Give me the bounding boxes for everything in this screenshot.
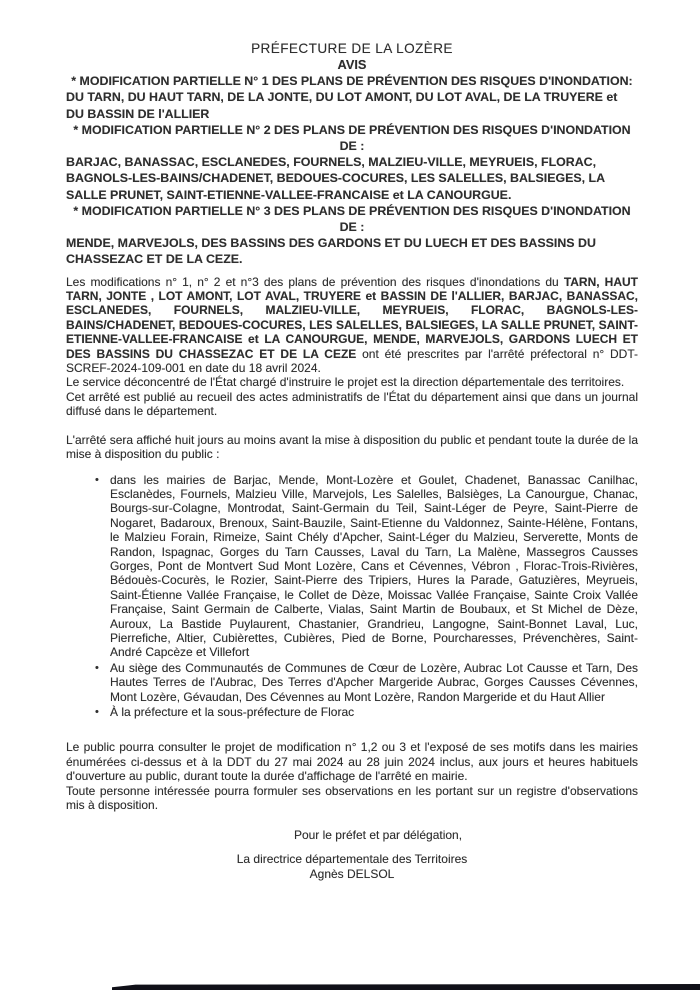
observations-paragraph: Toute personne intéressée pourra formuler ses observations en les portant sur un registre d'observations mis à disposition. [66,783,638,813]
bullet-dot-icon: • [95,706,99,719]
prefecture-title: PRÉFECTURE DE LA LOZÈRE [251,41,453,56]
signature-role: La directrice départementale des Territoires [236,852,468,867]
scan-artifact-bar [112,984,700,990]
bullet-communautes [95,660,638,704]
signature-delegation: Pour le préfet et par délégation, [293,828,463,843]
intro-bold-communes: TARN, HAUT TARN, JONTE , LOT AMONT, LOT AVAL, TRUYERE et BASSIN DE l'ALLIER, BARJAC, BANASSAC, ESCLANEDES, FOURNELS, MALZIEU-VILLE, MEYRUEIS, FLORAC, BAGNOLS-LES-BAINS/CHADENET, BEDOUES-COCURES, LES SALELLES, BALSIEGES, LA SALLE PRUNET, SAINT-ETIENNE-VALLEE-FRANCAISE et LA CANOURGUE, MENDE, MARVEJOLS, GARDONS LUECH ET DES BASSINS DU CHASSEZAC ET DE LA CEZE [66,274,639,361]
bullet-dot-icon: • [95,473,99,486]
signature-block [66,828,638,882]
modification-1-heading: * MODIFICATION PARTIELLE N° 1 DES PLANS DE PRÉVENTION DES RISQUES D'INONDATION: [71,74,633,89]
modification-1-communes: DU TARN, DU HAUT TARN, DE LA JONTE, DU LOT AMONT, DU LOT AVAL, DE LA TRUYERE et DU BASSIN DE l'ALLIER [66,90,618,121]
signature-name: Agnès DELSOL [309,867,395,882]
modification-2-heading: * MODIFICATION PARTIELLE N° 2 DES PLANS DE PRÉVENTION DES RISQUES D'INONDATION DE : [73,122,631,154]
modification-2-communes: BARJAC, BANASSAC, ESCLANEDES, FOURNELS, MALZIEU-VILLE, MEYRUEIS, FLORAC, BAGNOLS-LES-BAINS/CHADENET, BEDOUES-COCURES, LES SALELLES, BALSIEGES, LA SALLE PRUNET, SAINT-ETIENNE-VALLEE-FRANCAISE et LA CANOURGUE. [66,155,605,202]
bullet-prefecture [95,705,638,720]
intro-normal-text: Les modifications n° 1, n° 2 et n°3 des plans de prévention des risques d'inondations du [66,274,564,289]
modification-3-communes: MENDE, MARVEJOLS, DES BASSINS DES GARDONS ET DU LUECH ET DES BASSINS DU CHASSEZAC ET DE LA CEZE. [66,236,596,267]
service-paragraph: Le service déconcentré de l'État chargé d'instruire le projet est la direction départementale des territoires. [66,375,625,390]
bullet-communautes-text: Au siège des Communautés de Communes de Cœur de Lozère, Aubrac Lot Causse et Tarn, Des Hautes Terres de l'Aubrac, Des Terres d'Apcher Margeride Aubrac, Gorges Causses Cévennes, Mont Lozère, Gévaudan, Des Cévennes au Mont Lozère, Randon Margeride et du Haut Allier [110,660,638,704]
bullet-mairies-text: dans les mairies de Barjac, Mende, Mont-Lozère et Goulet, Chadenet, Banassac Canilhac, Esclanèdes, Fournels, Malzieu Ville, Marvejols, Les Salelles, Balsièges, La Canourgue, Chanac, Bourgs-sur-Colagne, Montrodat, Saint-Germain du Teil, Saint-Léger de Peyre, Saint-Pierre de Nogaret, Badaroux, Brenoux, Saint-Bauzile, Saint-Etienne du Valdonnez, Sainte-Hélène, Fontans, le Malzieu Forain, Rimeize, Saint Chély d'Apcher, Saint-Léger du Malzieu, Serverette, Monts de Randon, Ispagnac, Gorges du Tarn Causses, Laval du Tarn, La Malène, Massegros Causses Gorges, Pont de Montvert Sud Mont Lozère, Cans et Cévennes, Vébron , Florac-Trois-Rivières, Bédouès-Cocurès, le Rozier, Saint-Pierre des Tripiers, Hures la Parade, Gatuzières, Meyrueis, Saint-Étienne Vallée Française, le Collet de Dèze, Moissac Vallée Française, Sainte Croix Vallée Française, Saint Germain de Calberte, Vialas, Saint Martin de Boubaux, et St Michel de Dèze, Auroux, La Bastide Puylaurent, Chastanier, Grandrieu, Langogne, Saint-Bonnet Laval, Luc, Pierrefiche, Altier, Cubièrettes, Cubières, Pied de Borne, Pourcharesses, Prévenchères, Saint-André Capcèze et Villefort [110,472,638,660]
intro-prescription-text: ont été prescrites par l'arrêté préfectoral n° DDT-SCREF-2024-109-001 en date du 18 avril 2024. [66,346,638,376]
consultation-paragraph: Le public pourra consulter le projet de modification n° 1,2 ou 3 et l'exposé de ses motifs dans les mairies énumérées ci-dessus et à la DDT du 27 mai 2024 au 28 juin 2024 inclus, aux jours et heures habituels d'ouverture au public, durant toute la durée d'affichage de l'arrêté en mairie. [66,740,638,784]
avis-title: AVIS [337,57,367,72]
bullet-mairies [95,472,638,660]
bullet-prefecture-text: À la préfecture et la sous-préfecture de Florac [110,705,355,720]
intro-paragraph [66,275,638,376]
locations-bullet-list [66,473,638,720]
bullet-dot-icon: • [95,661,99,674]
affichage-paragraph: L'arrêté sera affiché huit jours au moins avant la mise à disposition du public et pendant toute la durée de la mise à disposition du public : [66,432,638,462]
publication-paragraph: Cet arrêté est publié au recueil des actes administratifs de l'État du département ainsi que dans un journal diffusé dans le département. [66,389,638,419]
modification-3-heading: * MODIFICATION PARTIELLE N° 3 DES PLANS DE PRÉVENTION DES RISQUES D'INONDATION DE : [73,203,631,235]
